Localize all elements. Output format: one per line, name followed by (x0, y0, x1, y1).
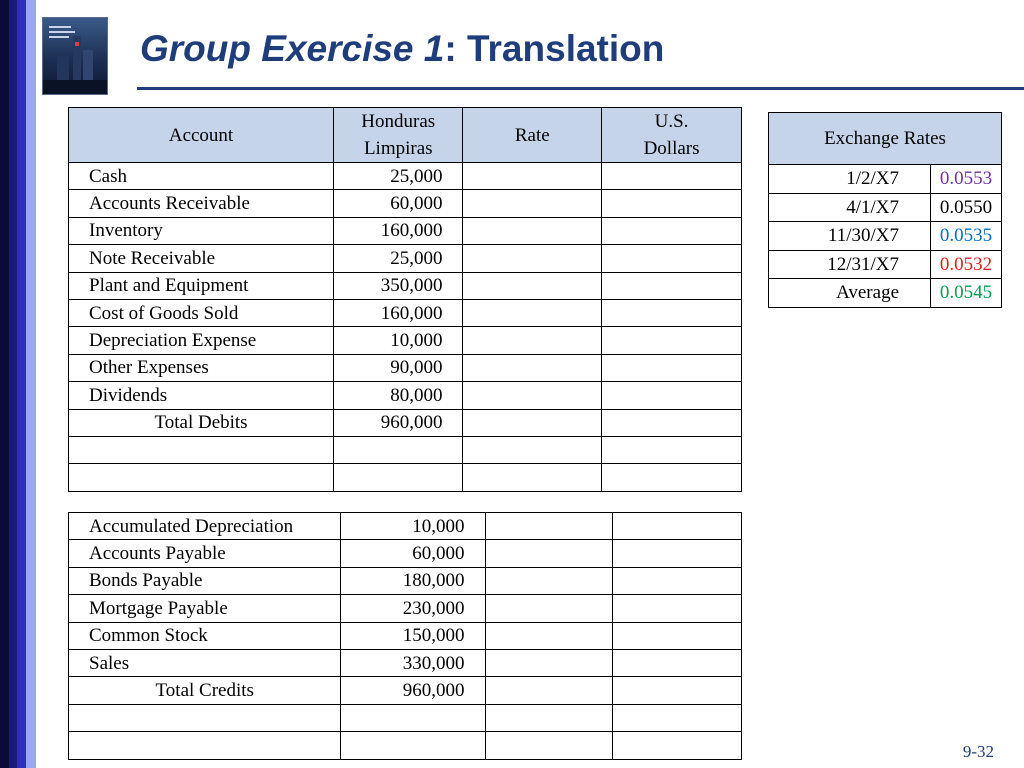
table-row (69, 354, 742, 381)
usd-cell (613, 677, 742, 704)
rate-row (769, 250, 1002, 279)
rate-date: Average (769, 279, 931, 308)
usd-cell (613, 567, 742, 594)
rate-cell (463, 327, 602, 354)
left-bar-blue (17, 0, 26, 768)
table-row (69, 272, 742, 299)
amount-cell: 330,000 (341, 649, 485, 676)
account-cell: Cost of Goods Sold (69, 299, 334, 326)
rate-cell (463, 299, 602, 326)
account-cell: Inventory (69, 217, 334, 244)
account-cell: Accounts Receivable (69, 190, 334, 217)
rate-date: 11/30/X7 (769, 222, 931, 251)
header-rate: Rate (463, 108, 602, 163)
usd-cell (602, 163, 742, 190)
amount-cell: 60,000 (334, 190, 463, 217)
rate-cell (485, 513, 613, 540)
amount-cell: 160,000 (334, 217, 463, 244)
account-cell: Accumulated Depreciation (69, 513, 341, 540)
rate-value: 0.0550 (931, 193, 1002, 222)
rate-row (769, 165, 1002, 194)
credits-table (68, 512, 742, 760)
account-cell: Accounts Payable (69, 540, 341, 567)
usd-cell (602, 382, 742, 409)
exchange-rates-header-row (769, 113, 1002, 165)
account-cell: Mortgage Payable (69, 595, 341, 622)
left-bar-light (26, 0, 36, 768)
table-row (69, 217, 742, 244)
amount-cell: 60,000 (341, 540, 485, 567)
usd-cell (613, 622, 742, 649)
table-row (69, 382, 742, 409)
amount-cell: 10,000 (334, 327, 463, 354)
table-row (69, 245, 742, 272)
rate-cell (485, 595, 613, 622)
amount-cell: 160,000 (334, 299, 463, 326)
table-row (69, 540, 742, 567)
rate-date: 12/31/X7 (769, 250, 931, 279)
usd-cell (602, 327, 742, 354)
table-row (69, 649, 742, 676)
amount-cell: 10,000 (341, 513, 485, 540)
account-cell: Cash (69, 163, 334, 190)
rate-value: 0.0553 (931, 165, 1002, 194)
amount-cell: 180,000 (341, 567, 485, 594)
rate-cell (463, 190, 602, 217)
amount-cell: 150,000 (341, 622, 485, 649)
rate-cell (463, 217, 602, 244)
usd-cell (602, 190, 742, 217)
account-cell: Note Receivable (69, 245, 334, 272)
account-cell: Sales (69, 649, 341, 676)
rate-row (769, 222, 1002, 251)
total-credits-amount: 960,000 (341, 677, 485, 704)
table-row (69, 163, 742, 190)
rate-row (769, 193, 1002, 222)
left-bar-navy (9, 0, 17, 768)
total-credits-row (69, 677, 742, 704)
account-cell: Bonds Payable (69, 567, 341, 594)
account-cell: Common Stock (69, 622, 341, 649)
usd-cell (613, 540, 742, 567)
total-debits-label: Total Debits (69, 409, 334, 436)
empty-row (69, 464, 742, 491)
rate-cell (463, 245, 602, 272)
page-number: 9-32 (962, 742, 994, 761)
rate-date: 4/1/X7 (769, 193, 931, 222)
amount-cell: 90,000 (334, 354, 463, 381)
rate-cell (463, 272, 602, 299)
slide-title-italic: Group Exercise 1 (140, 28, 445, 69)
left-bar-dark (0, 0, 9, 768)
amount-cell: 25,000 (334, 245, 463, 272)
title-underline (137, 87, 1024, 90)
debits-table (68, 107, 742, 492)
header-us-dollars: U.S. Dollars (602, 108, 742, 163)
rate-cell (463, 409, 602, 436)
rate-value: 0.0535 (931, 222, 1002, 251)
header-account: Account (69, 108, 334, 163)
amount-cell: 350,000 (334, 272, 463, 299)
account-cell: Dividends (69, 382, 334, 409)
rate-cell (485, 567, 613, 594)
usd-cell (602, 272, 742, 299)
table-row (69, 567, 742, 594)
total-credits-label: Total Credits (69, 677, 341, 704)
usd-cell (613, 595, 742, 622)
rate-cell (485, 649, 613, 676)
rate-cell (463, 163, 602, 190)
table-row (69, 299, 742, 326)
rate-value: 0.0532 (931, 250, 1002, 279)
table-header-row (69, 108, 742, 163)
rate-cell (485, 677, 613, 704)
usd-cell (602, 245, 742, 272)
account-cell: Plant and Equipment (69, 272, 334, 299)
empty-row (69, 732, 742, 759)
amount-cell: 25,000 (334, 163, 463, 190)
rate-date: 1/2/X7 (769, 165, 931, 194)
rate-row (769, 279, 1002, 308)
rate-cell (463, 354, 602, 381)
table-row (69, 327, 742, 354)
usd-cell (602, 299, 742, 326)
table-row (69, 513, 742, 540)
total-debits-row (69, 409, 742, 436)
slide-title (140, 28, 664, 70)
empty-row (69, 704, 742, 731)
rate-cell (463, 382, 602, 409)
rate-value: 0.0545 (931, 279, 1002, 308)
usd-cell (613, 513, 742, 540)
total-debits-amount: 960,000 (334, 409, 463, 436)
amount-cell: 80,000 (334, 382, 463, 409)
usd-cell (613, 649, 742, 676)
table-row (69, 622, 742, 649)
slide-title-rest: : Translation (444, 28, 665, 69)
exchange-rates-table (768, 112, 1002, 308)
rate-cell (485, 540, 613, 567)
table-row (69, 190, 742, 217)
empty-row (69, 436, 742, 463)
table-row (69, 595, 742, 622)
rate-cell (485, 622, 613, 649)
exchange-rates-header: Exchange Rates (769, 113, 1002, 165)
book-cover-image (42, 17, 108, 95)
usd-cell (602, 217, 742, 244)
account-cell: Other Expenses (69, 354, 334, 381)
usd-cell (602, 409, 742, 436)
usd-cell (602, 354, 742, 381)
account-cell: Depreciation Expense (69, 327, 334, 354)
amount-cell: 230,000 (341, 595, 485, 622)
header-honduras-limpiras: Honduras Limpiras (334, 108, 463, 163)
